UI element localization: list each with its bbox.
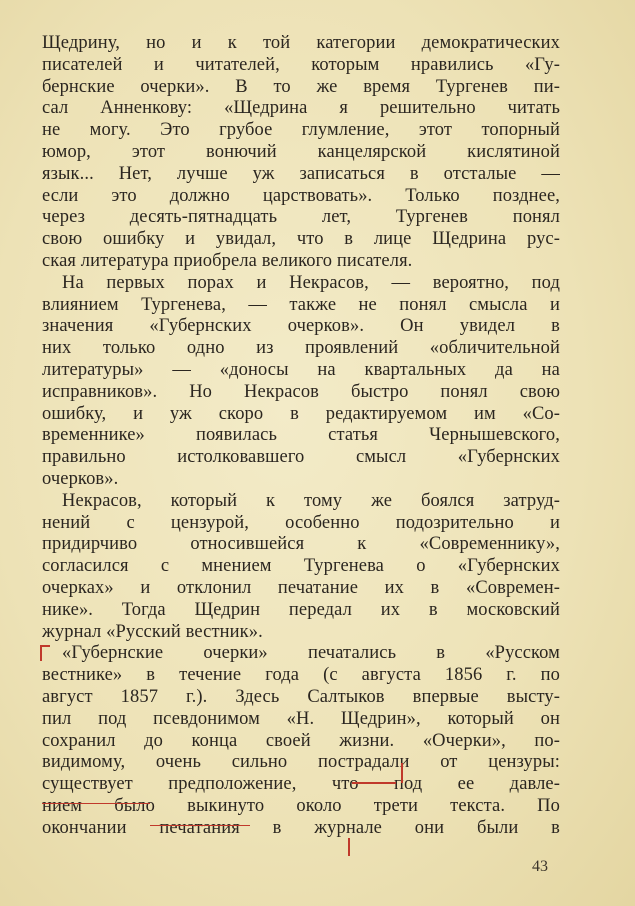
text-line: юмор, этот вонючий канцелярской кислятиной xyxy=(42,141,560,162)
red-pen-strike-sushchestvuet xyxy=(150,825,250,827)
red-pen-mark-paragraph xyxy=(40,645,50,661)
text-line: писателей и читателей, которым нравились «Гу- xyxy=(42,54,560,75)
text-line: через десять-пятнадцать лет, Тургенев понял xyxy=(42,207,560,228)
text-line: «Губернские очерки» печатались в «Русском xyxy=(62,643,560,664)
text-line: сал Анненкову: «Щедрина я решительно читать xyxy=(42,98,560,119)
text-line: нике». Тогда Щедрин передал их в московский xyxy=(42,599,560,620)
text-line: если это должно царствовать». Только позднее, xyxy=(42,185,560,206)
red-pen-mark-okolo xyxy=(348,838,356,856)
text-line: Некрасов, который к тому же боялся затруд- xyxy=(62,490,560,511)
text-line: нений с цензурой, особенно подозрительно и xyxy=(42,512,560,533)
red-pen-underline-zhizni xyxy=(352,780,396,784)
text-line: пил под псевдонимом «Н. Щедрин», который он xyxy=(42,708,560,729)
red-pen-mark-bracket xyxy=(401,763,405,783)
text-line: ская литература приобрела великого писателя. xyxy=(42,250,413,271)
text-line: нием было выкинуто около трети текста. По xyxy=(42,795,560,816)
text-line: окончании печатания в журнале они были в xyxy=(42,817,560,838)
text-line: свою ошибку и увидал, что в лице Щедрина рус- xyxy=(42,229,560,250)
page-number: 43 xyxy=(532,858,548,875)
book-page-text xyxy=(42,33,560,839)
text-line: вестнике» в течение года (с августа 1856 г. по xyxy=(42,665,560,686)
text-line: придирчиво относившейся к «Современнику», xyxy=(42,534,560,555)
text-line: ошибку, и уж скоро в редактируемом им «Со- xyxy=(42,403,560,424)
text-line: журнал «Русский вестник». xyxy=(42,621,263,642)
text-line: август 1857 г.). Здесь Салтыков впервые высту- xyxy=(42,686,560,707)
text-line: них только одно из проявлений «обличительной xyxy=(42,338,560,359)
text-line: бернские очерки». В то же время Тургенев пи- xyxy=(42,76,560,97)
text-line: временнике» появилась статья Чернышевского, xyxy=(42,425,560,446)
text-line: согласился с мнением Тургенева о «Губернских xyxy=(42,556,560,577)
text-line: существует предположение, что под ее давле- xyxy=(42,774,560,795)
text-line: исправников». Но Некрасов быстро понял свою xyxy=(42,381,560,402)
text-line: видимому, очень сильно пострадали от цензуры: xyxy=(42,752,560,773)
text-line: значения «Губернских очерков». Он увидел в xyxy=(42,316,560,337)
text-line: очерков». xyxy=(42,468,119,489)
text-line: Щедрину, но и к той категории демократических xyxy=(42,33,560,53)
red-pen-strike-povidimomu xyxy=(42,803,150,805)
text-line: очерках» и отклонил печатание их в «Современ- xyxy=(42,577,560,598)
text-line: влиянием Тургенева, — также не понял смысла и xyxy=(42,294,560,315)
text-line: сохранил до конца своей жизни. «Очерки», по- xyxy=(42,730,560,751)
text-line: На первых порах и Некрасов, — вероятно, под xyxy=(62,272,560,293)
text-line: не могу. Это грубое глумление, этот топорный xyxy=(42,120,560,141)
text-line: язык... Нет, лучше уж записаться в отсталые — xyxy=(42,163,560,184)
text-line: литературы» — «доносы на квартальных да на xyxy=(42,359,560,380)
text-line: правильно истолковавшего смысл «Губернских xyxy=(42,447,560,468)
